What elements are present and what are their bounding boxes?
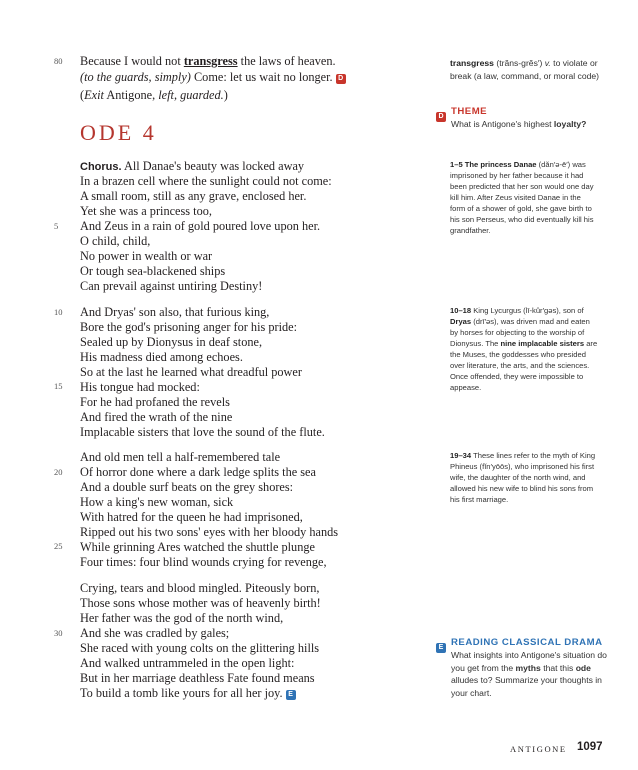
- key-term: Dryas: [450, 317, 472, 326]
- verse-line: [80, 641, 319, 656]
- verse-line: [80, 656, 294, 671]
- verse-line: [80, 540, 315, 555]
- verse-text: While grinning Ares watched the shuttle plunge: [80, 540, 315, 554]
- verse-line: [80, 219, 320, 234]
- verse-text: Sealed up by Dionysus in deaf stone,: [80, 335, 263, 349]
- verse-text: With hatred for the queen he had imprisoned,: [80, 510, 303, 524]
- verse-text: To build a tomb like yours for all her joy.: [80, 686, 283, 700]
- verse-line: [80, 510, 303, 525]
- verse-text: And she was cradled by gales;: [80, 626, 230, 640]
- verse-line: [80, 671, 315, 686]
- verse-line: [80, 555, 327, 570]
- verse-text: Those sons whose mother was of heavenly birth!: [80, 596, 321, 610]
- gloss-term: transgress: [450, 58, 494, 68]
- verse-text: All Danae's beauty was locked away: [123, 159, 305, 173]
- verse-text: Ripped out his two sons' eyes with her bloody hands: [80, 525, 339, 539]
- verse-text: Four times: four blind wounds crying for revenge,: [80, 555, 327, 569]
- verse-line: [80, 174, 332, 189]
- verse-text: And fired the wrath of the nine: [80, 410, 233, 424]
- theme-marker-d[interactable]: D: [336, 74, 346, 84]
- verse-line: [80, 204, 212, 219]
- verse-text: Because I would not: [80, 54, 184, 68]
- verse-text: O child, child,: [80, 234, 151, 248]
- stage-direction: Exit: [84, 88, 104, 102]
- verse-text: But in her marriage deathless Fate found means: [80, 671, 315, 685]
- note-text: These lines refer to the myth of King Phineus (fĭn′yōōs), who imprisoned his first wife, the daughter of the north wind, and allowed his new wife to blind his sons from his first marriage.: [450, 451, 596, 504]
- paren: ): [223, 88, 228, 102]
- verse-line: [80, 320, 297, 335]
- reading-heading: READING CLASSICAL DRAMA: [451, 637, 603, 648]
- note-ref: 19–34: [450, 451, 472, 460]
- vocabulary-gloss: [450, 57, 602, 82]
- note-ref: 1–5: [450, 160, 463, 169]
- verse-line: [80, 450, 280, 465]
- verse-text: His tongue had mocked:: [80, 380, 200, 394]
- verse-text: How a king's new woman, sick: [80, 495, 234, 509]
- verse-line: [80, 365, 302, 380]
- theme-marker-d[interactable]: D: [436, 112, 446, 122]
- verse-line: [80, 234, 150, 249]
- exit-stage-direction: [80, 88, 228, 103]
- verse-text: the laws of heaven.: [237, 54, 336, 68]
- reading-question: [451, 649, 607, 699]
- verse-line: [80, 335, 262, 350]
- verse-line: [80, 425, 325, 440]
- line-number: 80: [54, 56, 63, 66]
- theme-heading: THEME: [451, 106, 488, 117]
- footnote-lines-19-34: [450, 450, 598, 505]
- verse-line: [80, 581, 319, 596]
- definition: to violate or break (a law, command, or moral code): [450, 58, 600, 81]
- verse-text: So at the last he learned what dreadful power: [80, 365, 302, 379]
- stage-direction-line: [80, 70, 346, 85]
- line-number: 30: [54, 628, 63, 638]
- key-term: ode: [575, 662, 591, 673]
- note-ref: 10–18: [450, 306, 472, 315]
- line-number: 25: [54, 541, 63, 551]
- verse-text: And old men tell a half-remembered tale: [80, 450, 281, 464]
- line-number: 5: [54, 221, 59, 231]
- part-of-speech: v.: [544, 58, 551, 68]
- verse-line-1: [80, 159, 304, 175]
- stage-direction: (to the guards, simply): [80, 70, 191, 84]
- line-number: 10: [54, 307, 63, 317]
- reading-callout: [436, 637, 446, 655]
- ode-title: ODE 4: [80, 120, 157, 145]
- key-term: nine implacable sisters: [500, 339, 585, 348]
- verse-line: [80, 249, 212, 264]
- speaker-label: Chorus.: [80, 161, 122, 173]
- verse-text: Yet she was a princess too,: [80, 204, 212, 218]
- verse-text: Come: let us wait no longer.: [190, 70, 333, 84]
- vocabulary-term-transgress[interactable]: transgress: [183, 54, 238, 68]
- verse-text: Implacable sisters that love the sound of the flute.: [80, 425, 325, 439]
- verse-text: Crying, tears and blood mingled. Piteously born,: [80, 581, 320, 595]
- verse-text: In a brazen cell where the sunlight could not come:: [80, 174, 332, 188]
- theme-callout: [436, 106, 446, 124]
- pronunciation: (trăns-grĕs′): [493, 58, 545, 68]
- question-text: that this: [540, 662, 576, 673]
- verse-line: [80, 380, 200, 395]
- verse-line: [80, 264, 225, 279]
- verse-text: Her father was the god of the north wind,: [80, 611, 284, 625]
- verse-text: A small room, still as any grave, enclosed her.: [80, 189, 307, 203]
- verse-text: His madness died among echoes.: [80, 350, 243, 364]
- key-term: loyalty?: [553, 119, 587, 129]
- stage-direction: left, guarded.: [158, 88, 224, 102]
- verse-text: And a double surf beats on the grey shores:: [80, 480, 294, 494]
- theme-question: [451, 118, 601, 131]
- verse-text: And Dryas' son also, that furious king,: [80, 305, 270, 319]
- pronunciation: (dăn′ə-ē′): [536, 160, 571, 169]
- reading-marker-e[interactable]: E: [436, 643, 446, 653]
- verse-text: Of horror done where a dark ledge splits the sea: [80, 465, 316, 479]
- question-text: What insights into Antigone's situation do you get from the: [451, 650, 607, 673]
- verse-text: Can prevail against untiring Destiny!: [80, 279, 263, 293]
- verse-line: [80, 480, 293, 495]
- question-text: alludes to? Summarize your thoughts in your chart.: [451, 675, 602, 698]
- verse-text: Bore the god's prisoning anger for his pride:: [80, 320, 298, 334]
- verse-text: And Zeus in a rain of gold poured love upon her.: [80, 219, 321, 233]
- verse-line: [80, 279, 262, 294]
- note-title: The princess Danae: [462, 160, 537, 169]
- verse-line: [80, 465, 316, 480]
- verse-text: And walked untrammeled in the open light:: [80, 656, 295, 670]
- verse-line: [80, 495, 233, 510]
- verse-text: Or tough sea-blackened ships: [80, 264, 226, 278]
- verse-line: [80, 686, 296, 701]
- verse-line: [80, 626, 229, 641]
- verse-line: [80, 350, 243, 365]
- footnote-lines-1-5: [450, 159, 598, 236]
- line-number: 15: [54, 381, 63, 391]
- verse-line: [80, 395, 230, 410]
- note-text: are the Muses, the goddesses who presided over literature, the arts, and the sciences. Once offended, they were impossible to appease.: [450, 339, 598, 392]
- verse-line: [80, 410, 232, 425]
- verse-text: She raced with young colts on the glittering hills: [80, 641, 320, 655]
- running-title: ANTIGONE: [510, 744, 567, 754]
- note-text: King Lycurgus (lī-kûr′gəs), son of: [471, 306, 584, 315]
- page-number: 1097: [577, 741, 603, 753]
- paren: (: [80, 88, 85, 102]
- verse-line: [80, 305, 269, 320]
- verse-line: [80, 189, 306, 204]
- line-number: 20: [54, 467, 63, 477]
- verse-line: [80, 525, 338, 540]
- verse-text: No power in wealth or war: [80, 249, 213, 263]
- verse-text: Antigone,: [103, 88, 159, 102]
- verse-line-80: [80, 54, 336, 69]
- note-text: was imprisoned by her father because it had been predicted that her son would one day kill him. After Zeus visited Danae in the form of a shower of gold, she gave birth to his son Perseus, who did eventually kill his grandfather.: [450, 160, 594, 235]
- verse-line: [80, 596, 321, 611]
- reading-marker-e[interactable]: E: [286, 690, 296, 700]
- note-text: (drī′əs), was driven mad and eaten by horses for objecting to the worship of Dionysus. The: [450, 317, 590, 348]
- question-text: What is Antigone's highest: [451, 119, 554, 129]
- footnote-lines-10-18: [450, 305, 598, 393]
- verse-text: For he had profaned the revels: [80, 395, 230, 409]
- key-term: myths: [515, 662, 541, 673]
- verse-line: [80, 611, 283, 626]
